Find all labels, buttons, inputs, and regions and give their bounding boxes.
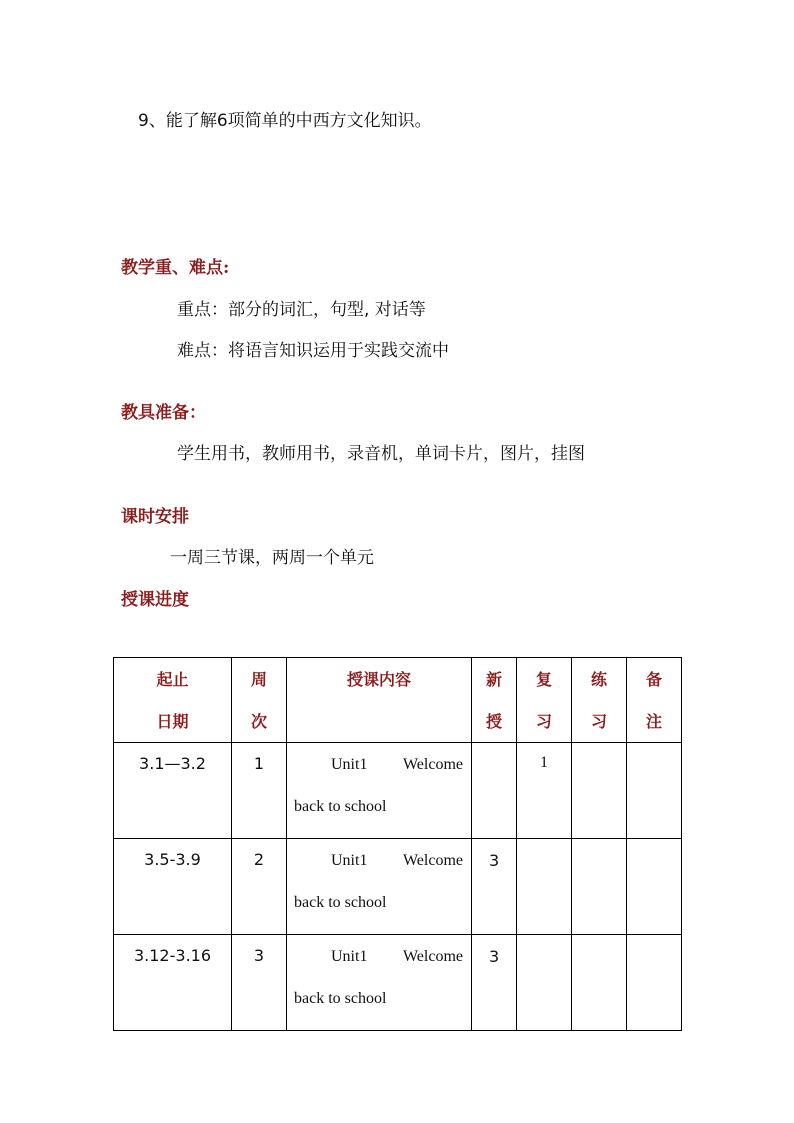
cell-date: 3.12-3.16: [114, 935, 232, 1031]
header-week: [232, 658, 287, 743]
cell-week: 2: [232, 839, 287, 935]
header-review-line2: 习: [535, 712, 552, 731]
schedule-arrangement-heading: 课时安排: [121, 507, 189, 527]
cell-new: [472, 743, 517, 839]
progress-heading: 授课进度: [121, 590, 189, 610]
content-line1: [295, 756, 463, 774]
cell-practice: [572, 743, 627, 839]
content-line2: back to school: [294, 990, 387, 1007]
cell-date: 3.5-3.9: [114, 839, 232, 935]
cell-week: 1: [232, 743, 287, 839]
table-row: [114, 839, 682, 935]
header-review-line1: 复: [535, 670, 552, 689]
header-review: [517, 658, 572, 743]
cell-content: [287, 839, 472, 935]
objective-item-9: 9、能了解6项简单的中西方文化知识。: [138, 111, 432, 131]
cell-date: 3.1—3.2: [114, 743, 232, 839]
header-new-line2: 授: [485, 712, 502, 731]
content-line1: [295, 852, 463, 870]
progress-table: [113, 657, 682, 1031]
difficulty-text: 难点：将语言知识运用于实践交流中: [177, 341, 449, 361]
content-title: Welcome: [402, 948, 463, 965]
header-notes-line1: 备: [645, 670, 662, 689]
schedule-arrangement-text: 一周三节课，两周一个单元: [170, 548, 374, 568]
table-header-row: [114, 658, 682, 743]
content-unit: Unit1: [331, 756, 368, 773]
content-line1: [295, 948, 463, 966]
materials-heading: 教具准备：: [121, 403, 206, 423]
content-line2: back to school: [294, 894, 387, 911]
cell-notes: [627, 839, 682, 935]
content-line2: back to school: [294, 798, 387, 815]
header-date: [114, 658, 232, 743]
cell-new: 3: [472, 839, 517, 935]
cell-content: [287, 743, 472, 839]
cell-review: 1: [517, 743, 572, 839]
header-date-line1: 起止: [156, 670, 189, 689]
header-week-line1: 周: [250, 670, 267, 689]
cell-new: 3: [472, 935, 517, 1031]
header-notes: [627, 658, 682, 743]
content-unit: Unit1: [331, 852, 368, 869]
content-title: Welcome: [402, 852, 463, 869]
cell-practice: [572, 839, 627, 935]
cell-review: [517, 839, 572, 935]
cell-notes: [627, 743, 682, 839]
content-unit: Unit1: [331, 948, 368, 965]
header-practice-line1: 练: [590, 670, 607, 689]
header-new-line1: 新: [485, 670, 502, 689]
materials-text: 学生用书，教师用书，录音机，单词卡片，图片，挂图: [177, 444, 585, 464]
cell-review: [517, 935, 572, 1031]
header-content: [287, 658, 472, 743]
cell-notes: [627, 935, 682, 1031]
table-row: [114, 743, 682, 839]
key-points-heading: 教学重、难点:: [121, 258, 230, 278]
header-week-line2: 次: [250, 712, 267, 731]
cell-week: 3: [232, 935, 287, 1031]
header-practice-line2: 习: [590, 712, 607, 731]
content-title: Welcome: [402, 756, 463, 773]
table-row: [114, 935, 682, 1031]
header-content-label: 授课内容: [346, 670, 411, 689]
header-date-line2: 日期: [156, 712, 189, 731]
cell-practice: [572, 935, 627, 1031]
header-new: [472, 658, 517, 743]
header-practice: [572, 658, 627, 743]
focus-text: 重点：部分的词汇，句型, 对话等: [177, 300, 426, 320]
cell-content: [287, 935, 472, 1031]
header-notes-line2: 注: [645, 712, 662, 731]
